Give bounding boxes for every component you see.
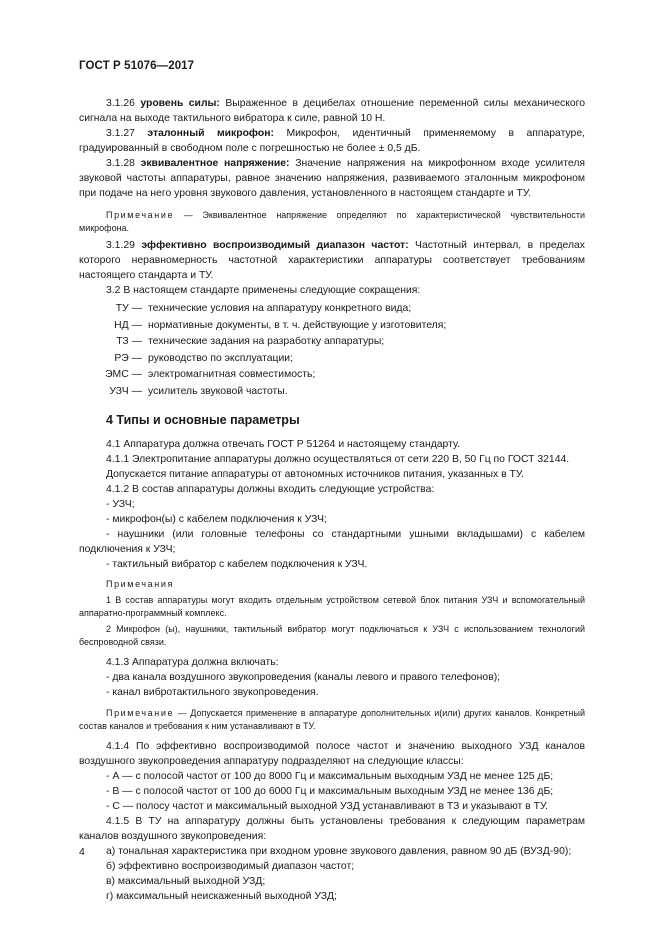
- definition-3-1-26: 3.1.26 уровень силы: Выраженное в децибелах отношение переменной силы механического сигнала на выходе тактильного вибратора к силе, равной 10 Н.: [79, 98, 585, 124]
- class-item: - А — с полосой частот от 100 до 8000 Гц и максимальным выходным УЗД не менее 125 дБ;: [106, 770, 554, 782]
- abbreviations-intro: 3.2 В настоящем стандарте применены следующие сокращения:: [106, 285, 421, 296]
- abbreviation-item: ТУ — технические условия на аппаратуру конкретного вида;: [115, 303, 412, 314]
- paragraph-4-1: 4.1 Аппаратура должна отвечать ГОСТ Р 51264 и настоящему стандарту.: [106, 438, 461, 450]
- abbreviation-item: ТЗ — технические задания на разработку аппаратуры;: [116, 336, 385, 347]
- abbreviation-item: ЭМС — электромагнитная совместимость;: [105, 369, 316, 380]
- note-channels: Примечание — Допускается применение в аппаратуре дополнительных и(или) других каналов. Конкретный состав каналов и требования к ним устанавливают в ТУ.: [79, 707, 585, 731]
- page-number: 4: [79, 846, 85, 858]
- paragraph-4-1-3: 4.1.3 Аппаратура должна включать:: [106, 656, 279, 668]
- param-item: а) тональная характеристика при входном уровне звукового давления, равном 90 дБ (ВУЗД-90);: [106, 845, 572, 857]
- note-item-2: 2 Микрофон (ы), наушники, тактильный вибратор могут подключаться к УЗЧ с использованием технологий беспроводной связи.: [79, 623, 585, 647]
- device-item: - наушники (или головные телефоны со стандартными ушными вкладышами) с кабелем подключения к УЗЧ;: [79, 528, 585, 555]
- channel-item: - два канала воздушного звукопроведения (каналы левого и правого телефонов);: [106, 671, 501, 683]
- definition-3-1-27: 3.1.27 эталонный микрофон: Микрофон, идентичный применяемому в аппаратуре, градуированный в свободном поле с погрешностью не более ± 0,5 дБ.: [79, 128, 585, 154]
- param-item: б) эффективно воспроизводимый диапазон частот;: [106, 860, 355, 872]
- section-4-title: 4 Типы и основные параметры: [106, 412, 300, 427]
- abbreviation-item: УЗЧ — усилитель звуковой частоты.: [109, 385, 288, 397]
- paragraph-4-1-1: 4.1.1 Электропитание аппаратуры должно осуществляться от сети 220 В, 50 Гц по ГОСТ 32144.: [106, 453, 570, 465]
- definition-3-1-29: 3.1.29 эффективно воспроизводимый диапазон частот: Частотный интервал, в пределах которого неравномерность частотной характеристики аппаратуры соответствует требованиям настоящего стандарта и ТУ.: [79, 240, 586, 281]
- device-item: - микрофон(ы) с кабелем подключения к УЗЧ;: [106, 513, 327, 525]
- param-item: г) максимальный неискаженный выходной УЗД;: [106, 890, 337, 902]
- device-item: - УЗЧ;: [106, 498, 135, 510]
- class-item: - В — с полосой частот от 100 до 6000 Гц и максимальным выходным УЗД не менее 136 дБ;: [106, 785, 554, 797]
- class-item: - С — полосу частот и максимальный выходной УЗД устанавливают в ТЗ и указывают в ТУ.: [106, 800, 549, 812]
- device-item: - тактильный вибратор с кабелем подключения к УЗЧ.: [106, 558, 368, 570]
- channel-item: - канал вибротактильного звукопроведения.: [106, 686, 319, 698]
- param-item: в) максимальный выходной УЗД;: [106, 875, 266, 887]
- abbreviations-list: [79, 301, 585, 399]
- note-equivalent-voltage: Примечание — Эквивалентное напряжение определяют по характеристической чувствительности микрофона.: [79, 210, 585, 233]
- abbreviation-item: РЭ — руководство по эксплуатации;: [114, 352, 293, 364]
- paragraph-4-1-5: 4.1.5 В ТУ на аппаратуру должны быть установлены требования к следующим параметрам каналов воздушного звукопроведения:: [79, 815, 585, 842]
- note-item-1: 1 В состав аппаратуры могут входить отдельным устройством сетевой блок питания УЗЧ и вспомогательный аппаратно-программный комплекс.: [79, 594, 585, 618]
- abbreviation-item: НД — нормативные документы, в т. ч. действующие у изготовителя;: [114, 319, 447, 331]
- paragraph-4-1-1-b: Допускается питание аппаратуры от автономных источников питания, указанных в ТУ.: [106, 468, 524, 480]
- paragraph-4-1-2: 4.1.2 В состав аппаратуры должны входить следующие устройства:: [106, 483, 435, 495]
- document-header: ГОСТ Р 51076—2017: [79, 60, 195, 72]
- page-content: [79, 96, 585, 904]
- definition-3-1-28: 3.1.28 эквивалентное напряжение: Значение напряжения на микрофонном входе усилителя звуковой частоты аппаратуры, равное значению напряжения, развиваемого эталонным микрофоном при подаче на него уровня звукового давления, установленного в настоящем стандарте и ТУ.: [79, 158, 586, 199]
- notes-title: Примечания: [106, 578, 174, 589]
- paragraph-4-1-4: 4.1.4 По эффективно воспроизводимой полосе частот и значению выходного УЗД каналов воздушного звукопроведения аппаратуру подразделяют на следующие классы:: [79, 740, 585, 767]
